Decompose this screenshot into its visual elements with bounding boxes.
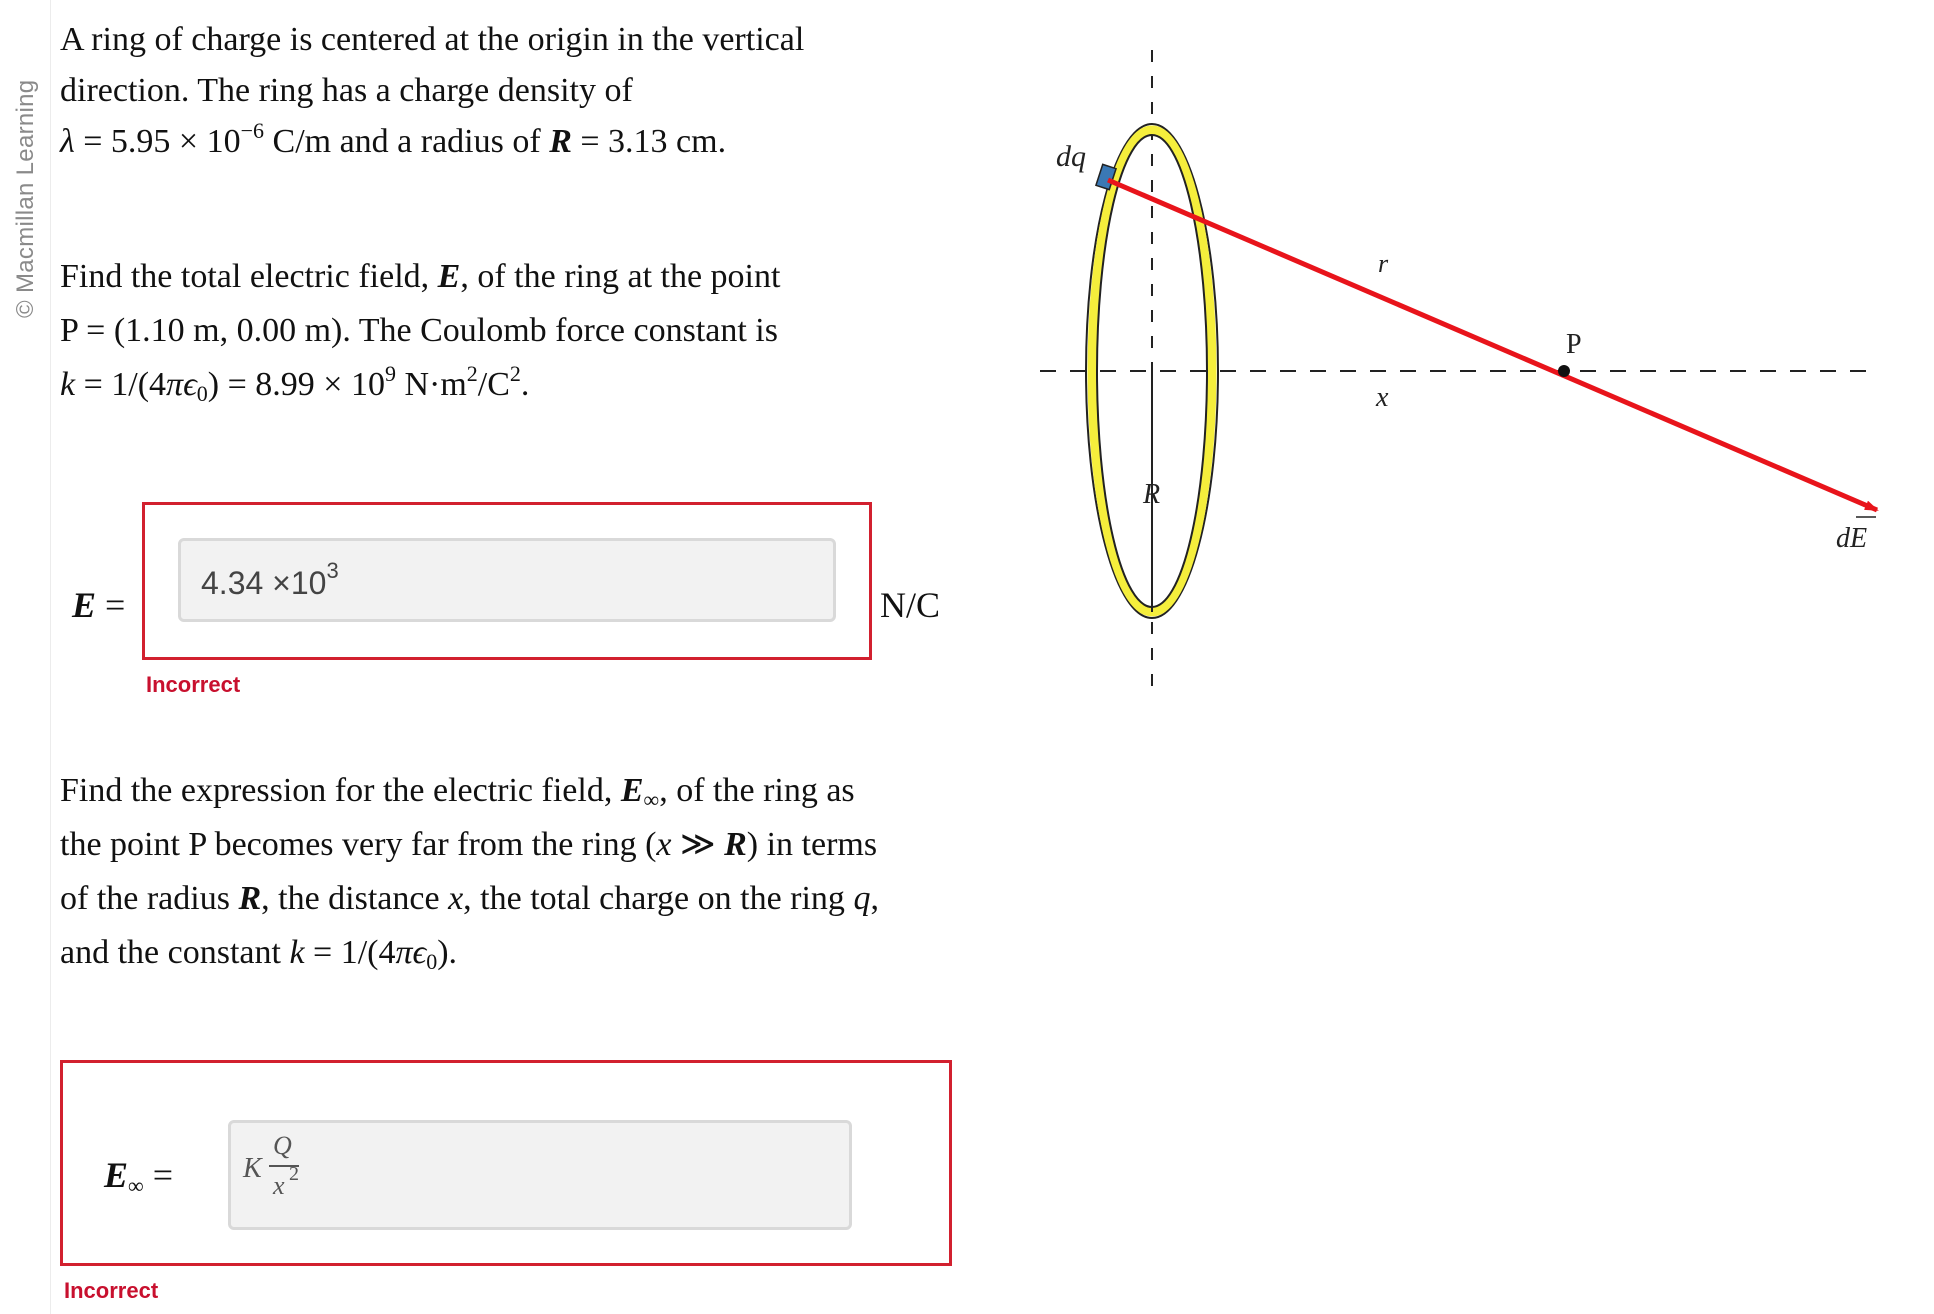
part2-line-3b: , the distance [261,880,449,917]
part2-line-3d: , [870,880,879,917]
part2-line-2b: ) in terms [746,826,878,863]
answer2-label [104,1154,173,1196]
part1-k-symbol: k [60,366,76,403]
part2-q-symbol: q [853,880,871,917]
part1-line-3c: N·m [395,366,467,403]
answer1-times: ×10 [263,565,327,601]
part2-k-symbol: k [289,934,305,971]
label-dq: dq [1056,140,1086,173]
answer2-expr-numerator: Q [273,1131,292,1160]
part1-exp-9: 9 [384,361,396,386]
part2-E-symbol: E [620,772,644,809]
left-divider [50,0,51,1314]
label-R: R [1143,479,1161,510]
part2-line-4c: ). [437,934,458,971]
part2-pi-eps: πϵ [395,934,427,971]
answer1-unit: N/C [880,585,941,625]
answer2-E-symbol: E [104,1155,129,1195]
part2-much-greater: ≫ [671,826,725,863]
part2-line-4a: and the constant [60,934,290,971]
part1-E-symbol: E [437,258,461,295]
lambda-symbol: λ [60,123,75,160]
radius-value: = 3.13 cm. [571,123,727,160]
answer2-status: Incorrect [64,1278,159,1303]
part1-line-3a: = 1/(4 [75,366,167,403]
part1-exp-2b: 2 [509,361,521,386]
part2-eps-sub: 0 [426,949,438,974]
part1-line-1b: , of the ring at the point [460,258,781,295]
answer2-expr-k: K [243,1153,262,1184]
label-x: x [1376,382,1389,413]
answer2-expr-denominator: x [273,1171,285,1200]
part2-R-symbol: R [724,826,747,863]
point-P [1558,365,1570,377]
answer1-exponent: 3 [326,558,339,583]
radius-symbol: R [549,123,572,160]
label-P: P [1566,329,1582,360]
part2-line-1b: , of the ring as [659,772,855,809]
problem-intro [60,14,804,167]
part2-line-3a: of the radius [60,880,239,917]
label-r: r [1378,249,1389,278]
part2-line-4b: = 1/(4 [304,934,396,971]
part2-question [60,764,879,980]
lambda-unit: C/m and a radius of [264,123,550,160]
part1-question [60,250,780,412]
answer2-E-sub: ∞ [128,1173,144,1198]
part2-x-symbol-2: x [448,880,464,917]
answer1-E-symbol: E [72,585,97,625]
answer1-equals: = [96,585,126,625]
answer2-expr-denominator-exponent: 2 [289,1163,299,1185]
part1-line-3d: /C [477,366,510,403]
part2-E-sub: ∞ [643,787,660,812]
part1-line-3e: . [520,366,530,403]
part2-line-2a: the point P becomes very far from the ring ( [60,826,657,863]
ring-diagram [1000,0,1934,720]
lambda-exponent: −6 [240,118,265,143]
part1-pi-eps: πϵ [166,366,197,403]
answer1-input[interactable] [178,538,836,622]
copyright-text: © Macmillan Learning [12,79,39,318]
answer2-equals: = [143,1155,174,1195]
part1-eps-sub: 0 [196,381,208,406]
part1-exp-2a: 2 [466,361,478,386]
part2-line-3c: , the total charge on the ring [463,880,854,917]
part2-line-1a: Find the expression for the electric field, [60,772,621,809]
part1-line-3b: ) = 8.99 × 10 [207,366,385,403]
answer1-value: 4.34 [201,565,264,601]
field-vector [1108,180,1877,510]
intro-line-2: direction. The ring has a charge density of [60,72,633,109]
lambda-value: = 5.95 × 10 [74,123,241,160]
label-dE: dE [1836,523,1868,554]
part1-line-2: P = (1.10 m, 0.00 m). The Coulomb force constant is [60,312,778,349]
answer2-input[interactable] [228,1120,852,1230]
part2-x-symbol: x [656,826,672,863]
intro-line-1: A ring of charge is centered at the origin in the vertical [60,21,805,58]
part2-R-symbol-2: R [238,880,262,917]
part1-line-1a: Find the total electric field, [60,258,438,295]
answer1-label [72,584,125,626]
answer1-status: Incorrect [146,672,241,697]
